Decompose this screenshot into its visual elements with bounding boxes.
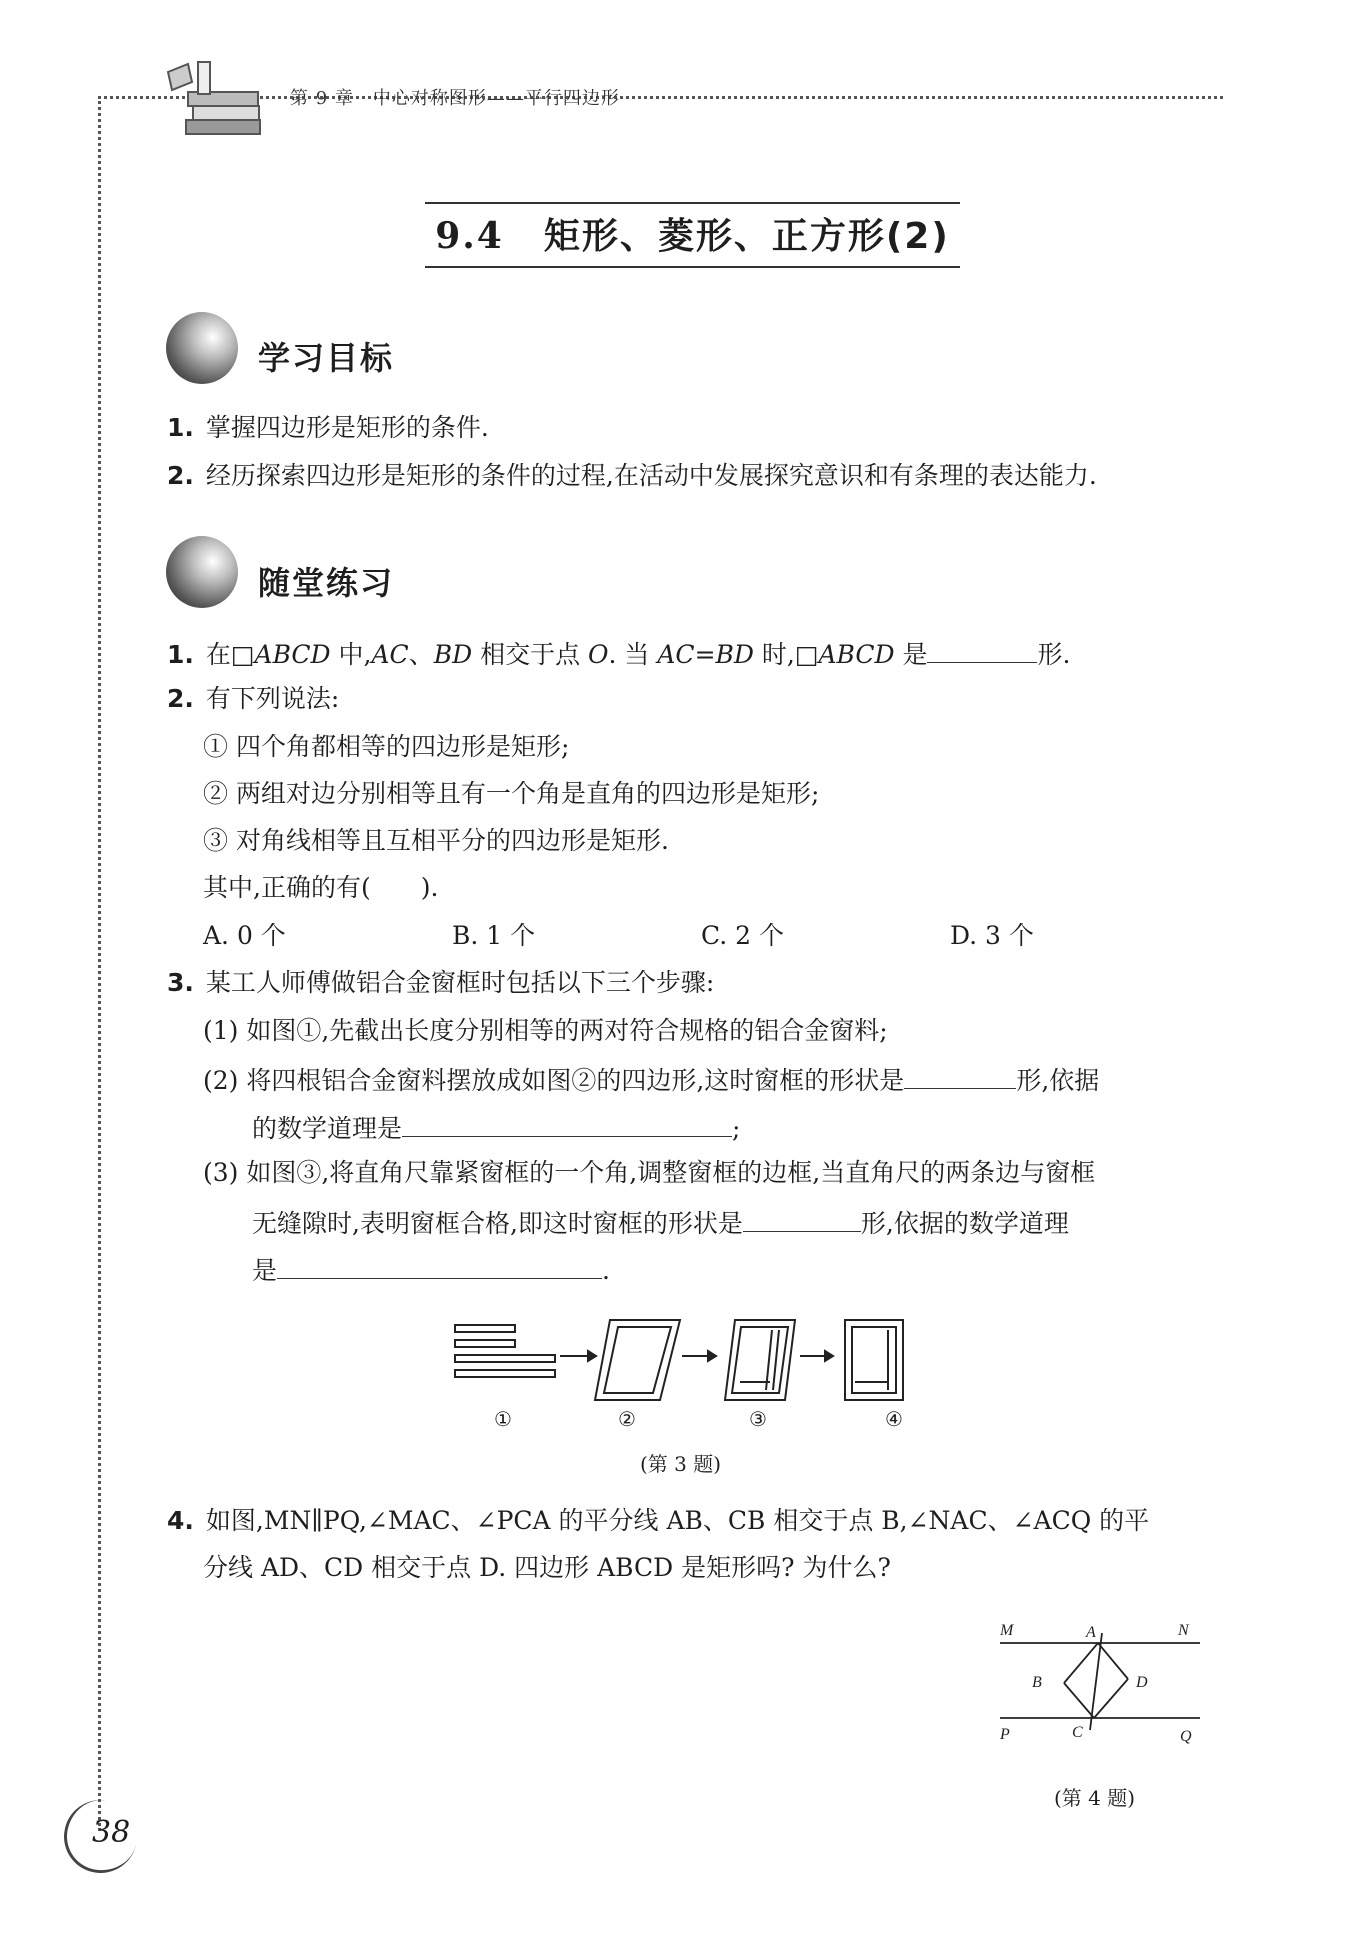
step-2: (2) 将四根铝合金窗料摆放成如图②的四边形,这时窗框的形状是 形,依据 <box>203 1063 1099 1096</box>
option-a[interactable]: A. 0 个 <box>203 921 286 950</box>
step-2-cont: 的数学道理是 ; <box>252 1111 740 1144</box>
option-b[interactable]: B. 1 个 <box>452 921 536 950</box>
arrow-icon <box>560 1351 596 1361</box>
step-3-cont: 无缝隙时,表明窗框合格,即这时窗框的形状是 形,依据的数学道理 <box>252 1206 1069 1239</box>
figure-caption: (第 4 题) <box>1054 1786 1136 1810</box>
goals-heading: 学习目标 <box>258 339 395 377</box>
step-1: (1) 如图①,先截出长度分别相等的两对符合规格的铝合金窗料; <box>203 1016 888 1045</box>
goal-item: 2. 经历探索四边形是矩形的条件的过程,在活动中发展探究意识和有条理的表达能力. <box>167 461 1097 490</box>
fig-label-1: ① <box>494 1407 512 1431</box>
segment-ad <box>1098 1643 1128 1679</box>
question-4-line2: 分线 AD、CD 相交于点 D. 四边形 ABCD 是矩形吗? 为什么? <box>203 1553 891 1582</box>
question-3-stem: 3. 某工人师傅做铝合金窗框时包括以下三个步骤: <box>167 968 715 997</box>
step-3-cont2: 是 . <box>252 1253 610 1286</box>
statement-1: ① 四个角都相等的四边形是矩形; <box>203 732 570 761</box>
option-d[interactable]: D. 3 个 <box>950 921 1034 950</box>
option-c[interactable]: C. 2 个 <box>701 921 784 950</box>
title-rule-top <box>425 202 960 204</box>
goal-item: 1. 掌握四边形是矩形的条件. <box>167 413 489 442</box>
answer-blank[interactable] <box>904 1063 1016 1089</box>
answer-blank[interactable] <box>402 1111 732 1137</box>
segment-ab <box>1064 1643 1098 1683</box>
globe-icon <box>166 312 238 384</box>
fig-label-4: ④ <box>885 1407 903 1431</box>
point-label-n: N <box>1178 1622 1189 1639</box>
frame-with-ruler-diagram <box>725 1320 795 1400</box>
window-frame-figure <box>450 1310 950 1430</box>
question-2-stem: 2. 有下列说法: <box>167 684 340 713</box>
title-rule-bottom <box>425 266 960 268</box>
point-label-m: M <box>1000 1622 1014 1639</box>
point-label-a: A <box>1086 1624 1096 1641</box>
answer-blank[interactable] <box>743 1206 861 1232</box>
section-title <box>425 208 960 259</box>
window-bars-diagram <box>455 1325 555 1377</box>
answer-blank[interactable] <box>277 1253 602 1279</box>
rectangle-frame-diagram <box>845 1320 903 1400</box>
question-4-line1: 4. 如图,MN∥PQ,∠MAC、∠PCA 的平分线 AB、CB 相交于点 B,∠NAC、∠ACQ 的平 <box>167 1506 1150 1535</box>
statement-3: ③ 对角线相等且互相平分的四边形是矩形. <box>203 826 669 855</box>
figure-caption: (第 3 题) <box>640 1452 722 1476</box>
point-label-b: B <box>1032 1674 1042 1691</box>
section-number: 9.4 <box>435 215 504 257</box>
statement-2: ② 两组对边分别相等且有一个角是直角的四边形是矩形; <box>203 779 820 808</box>
point-label-p: P <box>1000 1726 1010 1743</box>
geometry-figure <box>990 1615 1210 1755</box>
globe-icon <box>166 536 238 608</box>
question-2-ask: 其中,正确的有( ). <box>203 873 439 902</box>
parallelogram-frame-diagram <box>595 1320 680 1400</box>
chapter-header: 第 9 章 中心对称图形——平行四边形 <box>290 88 620 109</box>
point-label-d: D <box>1136 1674 1148 1691</box>
page-frame-left <box>98 96 101 1831</box>
segment-cd <box>1094 1679 1128 1718</box>
segment-bc <box>1064 1683 1094 1718</box>
arrow-icon <box>800 1351 833 1361</box>
answer-blank[interactable] <box>927 637 1037 663</box>
practice-heading: 随堂练习 <box>258 564 395 602</box>
point-label-q: Q <box>1180 1728 1192 1745</box>
books-icon <box>158 52 268 142</box>
page-number: 38 <box>92 1815 131 1850</box>
section-title-text: 矩形、菱形、正方形(2) <box>543 216 950 257</box>
arrow-icon <box>682 1351 716 1361</box>
question-1: 1. 在□ABCD 中,AC、BD 相交于点 O. 当 AC=BD 时,□ABCD 是 形. <box>167 637 1070 670</box>
step-3: (3) 如图③,将直角尺靠紧窗框的一个角,调整窗框的边框,当直角尺的两条边与窗框 <box>203 1158 1096 1187</box>
fig-label-3: ③ <box>749 1407 767 1431</box>
fig-label-2: ② <box>618 1407 636 1431</box>
point-label-c: C <box>1072 1724 1083 1741</box>
